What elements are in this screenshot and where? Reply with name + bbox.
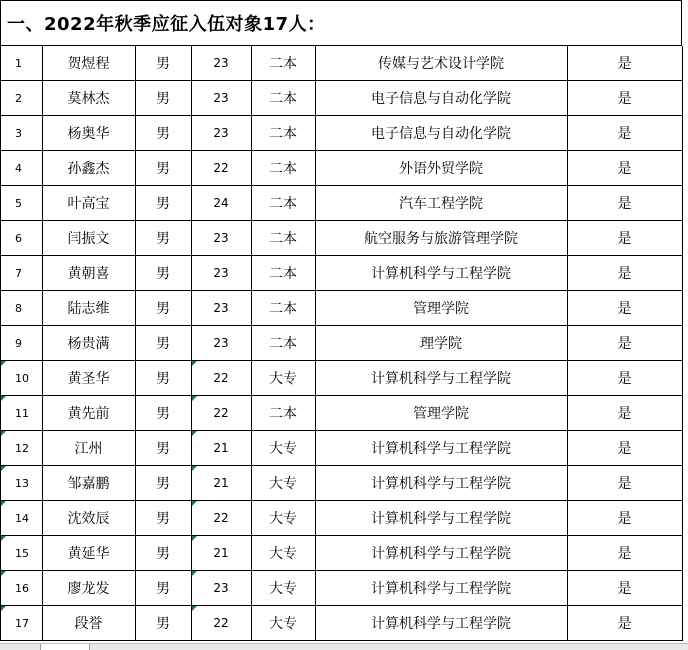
table-row <box>1 606 682 641</box>
row-number[interactable]: 13 <box>1 466 42 501</box>
eligible-cell[interactable]: 是 <box>567 116 682 151</box>
college-cell[interactable]: 计算机科学与工程学院 <box>315 501 567 536</box>
eligible-cell[interactable]: 是 <box>567 361 682 396</box>
education-level-cell[interactable]: 二本 <box>251 81 315 116</box>
college-cell[interactable]: 计算机科学与工程学院 <box>315 466 567 501</box>
row-number[interactable]: 10 <box>1 361 42 396</box>
age-cell[interactable]: 22 <box>191 606 251 641</box>
eligible-cell[interactable]: 是 <box>567 151 682 186</box>
table-row <box>1 501 682 536</box>
gender-cell[interactable]: 男 <box>135 116 191 151</box>
education-level-cell[interactable]: 大专 <box>251 466 315 501</box>
age-cell[interactable]: 23 <box>191 256 251 291</box>
age-cell[interactable]: 23 <box>191 571 251 606</box>
name-cell[interactable]: 邹嘉鹏 <box>42 466 135 501</box>
enlistment-table <box>1 46 683 641</box>
name-cell[interactable]: 莫林杰 <box>42 81 135 116</box>
eligible-cell[interactable]: 是 <box>567 81 682 116</box>
table-row <box>1 431 682 466</box>
eligible-cell[interactable]: 是 <box>567 571 682 606</box>
college-cell[interactable]: 外语外贸学院 <box>315 151 567 186</box>
age-cell[interactable]: 24 <box>191 186 251 221</box>
name-cell[interactable]: 黄延华 <box>42 536 135 571</box>
education-level-cell[interactable]: 大专 <box>251 501 315 536</box>
education-level-cell[interactable]: 二本 <box>251 256 315 291</box>
table-row <box>1 186 682 221</box>
name-cell[interactable]: 黄圣华 <box>42 361 135 396</box>
name-cell[interactable]: 陆志维 <box>42 291 135 326</box>
college-cell[interactable]: 计算机科学与工程学院 <box>315 571 567 606</box>
eligible-cell[interactable]: 是 <box>567 466 682 501</box>
eligible-cell[interactable]: 是 <box>567 536 682 571</box>
name-cell[interactable]: 沈效辰 <box>42 501 135 536</box>
sheet-tab[interactable] <box>40 644 90 650</box>
gender-cell[interactable]: 男 <box>135 536 191 571</box>
education-level-cell[interactable]: 大专 <box>251 571 315 606</box>
table-row <box>1 256 682 291</box>
table-body <box>1 46 682 641</box>
education-level-cell[interactable]: 二本 <box>251 186 315 221</box>
gender-cell[interactable]: 男 <box>135 396 191 431</box>
gender-cell[interactable]: 男 <box>135 291 191 326</box>
row-number[interactable]: 2 <box>1 81 42 116</box>
eligible-cell[interactable]: 是 <box>567 431 682 466</box>
table-row <box>1 81 682 116</box>
row-number[interactable]: 9 <box>1 326 42 361</box>
education-level-cell[interactable]: 大专 <box>251 606 315 641</box>
row-number[interactable]: 15 <box>1 536 42 571</box>
row-number[interactable]: 6 <box>1 221 42 256</box>
row-number[interactable]: 5 <box>1 186 42 221</box>
college-cell[interactable]: 管理学院 <box>315 396 567 431</box>
college-cell[interactable]: 电子信息与自动化学院 <box>315 81 567 116</box>
age-cell[interactable]: 23 <box>191 46 251 81</box>
eligible-cell[interactable]: 是 <box>567 501 682 536</box>
age-cell[interactable]: 22 <box>191 151 251 186</box>
name-cell[interactable]: 江州 <box>42 431 135 466</box>
age-cell[interactable]: 21 <box>191 536 251 571</box>
age-cell[interactable]: 23 <box>191 326 251 361</box>
gender-cell[interactable]: 男 <box>135 501 191 536</box>
college-cell[interactable]: 计算机科学与工程学院 <box>315 361 567 396</box>
name-cell[interactable]: 杨奥华 <box>42 116 135 151</box>
eligible-cell[interactable]: 是 <box>567 606 682 641</box>
college-cell[interactable]: 计算机科学与工程学院 <box>315 536 567 571</box>
gender-cell[interactable]: 男 <box>135 46 191 81</box>
gender-cell[interactable]: 男 <box>135 221 191 256</box>
age-cell[interactable]: 22 <box>191 501 251 536</box>
gender-cell[interactable]: 男 <box>135 81 191 116</box>
table-row <box>1 396 682 431</box>
name-cell[interactable]: 廖龙发 <box>42 571 135 606</box>
age-cell[interactable]: 23 <box>191 116 251 151</box>
name-cell[interactable]: 段誉 <box>42 606 135 641</box>
eligible-cell[interactable]: 是 <box>567 291 682 326</box>
sheet-title[interactable]: 一、2022年秋季应征入伍对象17人： <box>1 0 682 46</box>
college-cell[interactable]: 电子信息与自动化学院 <box>315 116 567 151</box>
college-cell[interactable]: 计算机科学与工程学院 <box>315 431 567 466</box>
eligible-cell[interactable]: 是 <box>567 396 682 431</box>
row-number[interactable]: 11 <box>1 396 42 431</box>
education-level-cell[interactable]: 大专 <box>251 431 315 466</box>
eligible-cell[interactable]: 是 <box>567 221 682 256</box>
name-cell[interactable]: 贺煜程 <box>42 46 135 81</box>
row-number[interactable]: 12 <box>1 431 42 466</box>
age-cell[interactable]: 21 <box>191 466 251 501</box>
age-cell[interactable]: 23 <box>191 291 251 326</box>
education-level-cell[interactable]: 二本 <box>251 116 315 151</box>
name-cell[interactable]: 孙鑫杰 <box>42 151 135 186</box>
table-row <box>1 326 682 361</box>
age-cell[interactable]: 22 <box>191 361 251 396</box>
education-level-cell[interactable]: 二本 <box>251 151 315 186</box>
age-cell[interactable]: 21 <box>191 431 251 466</box>
name-cell[interactable]: 叶高宝 <box>42 186 135 221</box>
table-row <box>1 571 682 606</box>
row-number[interactable]: 1 <box>1 46 42 81</box>
college-cell[interactable]: 管理学院 <box>315 291 567 326</box>
gender-cell[interactable]: 男 <box>135 256 191 291</box>
college-cell[interactable]: 计算机科学与工程学院 <box>315 256 567 291</box>
college-cell[interactable]: 理学院 <box>315 326 567 361</box>
age-cell[interactable]: 23 <box>191 81 251 116</box>
table-row <box>1 291 682 326</box>
row-number[interactable]: 7 <box>1 256 42 291</box>
gender-cell[interactable]: 男 <box>135 431 191 466</box>
row-number[interactable]: 16 <box>1 571 42 606</box>
gender-cell[interactable]: 男 <box>135 151 191 186</box>
education-level-cell[interactable]: 二本 <box>251 46 315 81</box>
row-number[interactable]: 17 <box>1 606 42 641</box>
table-row <box>1 221 682 256</box>
gender-cell[interactable]: 男 <box>135 466 191 501</box>
eligible-cell[interactable]: 是 <box>567 326 682 361</box>
education-level-cell[interactable]: 大专 <box>251 536 315 571</box>
eligible-cell[interactable]: 是 <box>567 46 682 81</box>
college-cell[interactable]: 传媒与艺术设计学院 <box>315 46 567 81</box>
eligible-cell[interactable]: 是 <box>567 186 682 221</box>
college-cell[interactable]: 计算机科学与工程学院 <box>315 606 567 641</box>
row-number[interactable]: 3 <box>1 116 42 151</box>
education-level-cell[interactable]: 二本 <box>251 291 315 326</box>
gender-cell[interactable]: 男 <box>135 186 191 221</box>
gender-cell[interactable]: 男 <box>135 571 191 606</box>
education-level-cell[interactable]: 二本 <box>251 221 315 256</box>
table-row <box>1 151 682 186</box>
table-row <box>1 46 682 81</box>
name-cell[interactable]: 杨贵满 <box>42 326 135 361</box>
gender-cell[interactable]: 男 <box>135 361 191 396</box>
gender-cell[interactable]: 男 <box>135 326 191 361</box>
table-row <box>1 536 682 571</box>
age-cell[interactable]: 23 <box>191 221 251 256</box>
name-cell[interactable]: 闫振文 <box>42 221 135 256</box>
gender-cell[interactable]: 男 <box>135 606 191 641</box>
education-level-cell[interactable]: 二本 <box>251 326 315 361</box>
row-number[interactable]: 8 <box>1 291 42 326</box>
age-cell[interactable]: 22 <box>191 396 251 431</box>
college-cell[interactable]: 汽车工程学院 <box>315 186 567 221</box>
row-number[interactable]: 14 <box>1 501 42 536</box>
education-level-cell[interactable]: 大专 <box>251 361 315 396</box>
row-number[interactable]: 4 <box>1 151 42 186</box>
eligible-cell[interactable]: 是 <box>567 256 682 291</box>
college-cell[interactable]: 航空服务与旅游管理学院 <box>315 221 567 256</box>
name-cell[interactable]: 黄朝喜 <box>42 256 135 291</box>
table-row <box>1 361 682 396</box>
table-row <box>1 466 682 501</box>
table-row <box>1 116 682 151</box>
education-level-cell[interactable]: 二本 <box>251 396 315 431</box>
name-cell[interactable]: 黄先前 <box>42 396 135 431</box>
